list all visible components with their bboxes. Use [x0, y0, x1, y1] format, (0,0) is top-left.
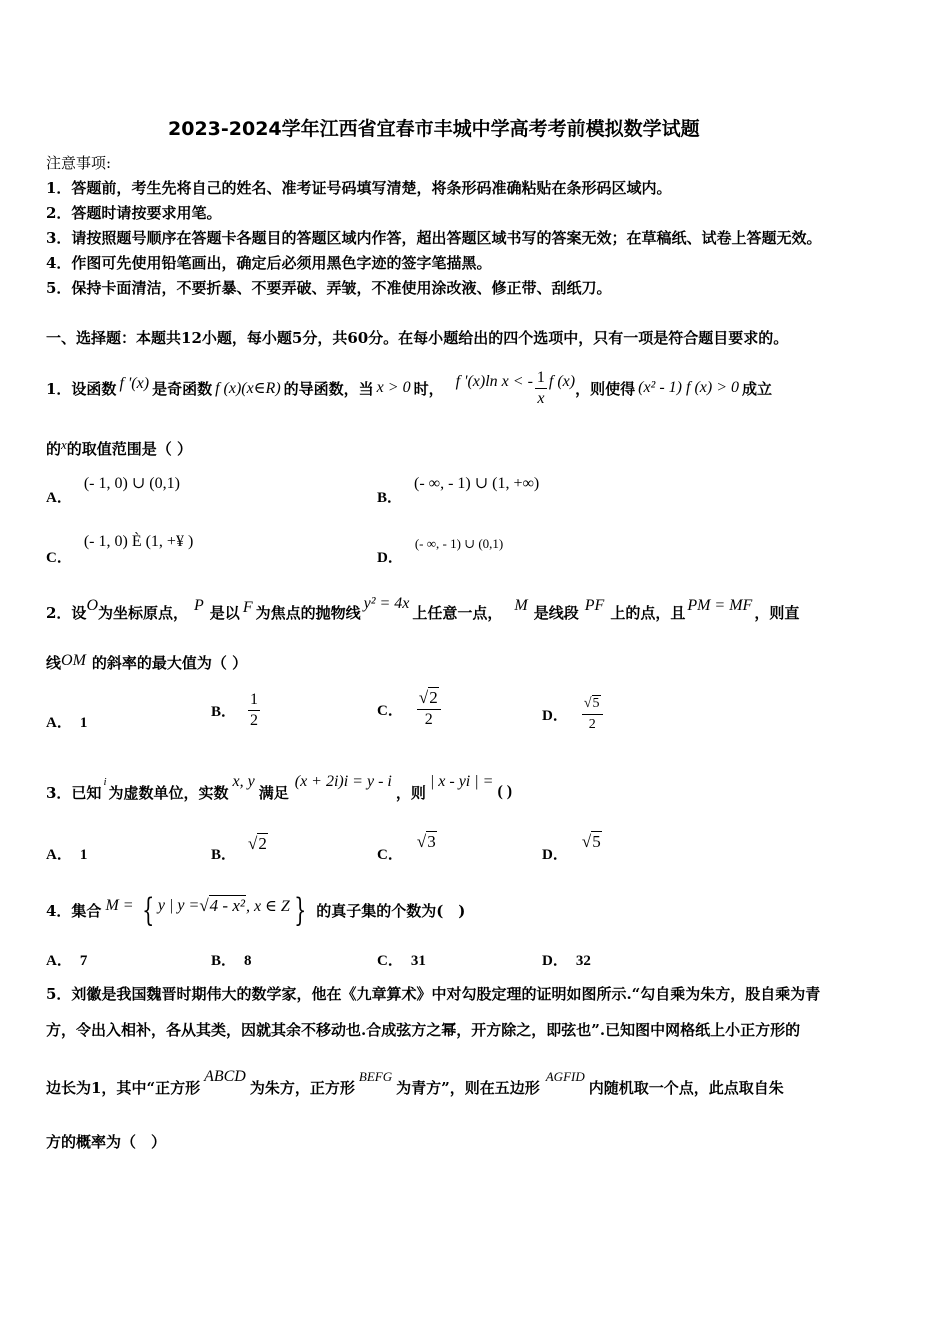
option-value: 7 [79, 953, 88, 969]
option-fraction [582, 694, 603, 735]
q1-text: 时， [413, 379, 444, 398]
q1-math: f (x)(x∈R) [215, 380, 281, 397]
option-label: B． [211, 847, 237, 863]
notice-item: 1．答题前，考生先将自己的姓名、准考证号码填写清楚，将条形码准确粘贴在条形码区域内。 [46, 179, 672, 197]
option-value: (- 1, 0) È (1, +¥ ) [83, 533, 194, 550]
option-label: C． [377, 847, 403, 863]
q5-text: 内随机取一个点，此点取自朱 [588, 1078, 784, 1097]
question-2-cont [46, 652, 247, 673]
option-label: C． [377, 702, 403, 719]
radicand: 5 [592, 696, 600, 711]
q1-text: 1．设函数 [46, 379, 117, 398]
q1-text: 是奇函数 [152, 379, 213, 398]
q1-math: x [61, 437, 67, 452]
q2-math: y² = 4x [363, 595, 410, 612]
q3-text: 满足 [258, 783, 289, 802]
q2-text: 线 [46, 654, 62, 672]
section-heading: 一、选择题：本题共12小题，每小题5分，共60分。在每小题给出的四个选项中，只有一项是符合题目要求的。 [46, 329, 789, 347]
sqrt: √2 [418, 688, 438, 707]
q4-text: 4．集合 [46, 901, 102, 920]
option-value: (- ∞, - 1) ∪ (0,1) [414, 536, 504, 551]
q1-math: f '(x)ln x < - [455, 373, 533, 390]
q2-text: 是线段 [533, 603, 579, 622]
option-label: B． [211, 953, 237, 969]
q1-text: 的导函数，当 [283, 379, 374, 398]
q4-math: M = [105, 897, 134, 914]
q5-math: BEFG [358, 1069, 393, 1084]
q5-text: 边长为1，其中“正方形 [46, 1078, 201, 1097]
option-label: B． [377, 490, 403, 506]
fraction-denominator: x [537, 389, 545, 407]
page-title: 2023-2024学年江西省宜春市丰城中学高考考前模拟数学试题 [168, 118, 700, 140]
question-1-cont [46, 438, 192, 459]
q3-math: x, y [232, 773, 255, 790]
q3-math: i [103, 776, 107, 788]
notice-heading: 注意事项: [46, 154, 112, 172]
q1-text: 成立 [742, 379, 773, 398]
q2-option-a[interactable] [46, 711, 87, 732]
q2-text: 上的点，且 [610, 603, 686, 622]
q1-math: (x² - 1) f (x) > 0 [638, 379, 739, 396]
option-label: A． [46, 490, 72, 506]
q2-text: 上任意一点， [412, 603, 503, 622]
q1-text: ，则使得 [575, 379, 636, 398]
q3-text: 为虚数单位，实数 [108, 783, 229, 802]
q3-answer-bracket: ( ) [497, 783, 513, 800]
q3-option-b[interactable] [211, 833, 268, 863]
q4-text: 的真子集的个数为( ) [316, 901, 466, 920]
q2-math: P [194, 597, 204, 614]
q2-math: PF [584, 597, 605, 614]
q3-option-a[interactable] [46, 843, 87, 864]
q4-option-a[interactable] [46, 949, 87, 970]
option-label: D． [377, 550, 403, 566]
option-label: A． [46, 847, 72, 863]
option-value: 1 [79, 847, 88, 863]
q1-fraction [535, 368, 547, 409]
q2-text: 的斜率的最大值为（ ） [91, 654, 248, 672]
option-value: (- ∞, - 1) ∪ (1, +∞) [414, 475, 540, 492]
q2-text: 是以 [209, 603, 240, 622]
q1-text: 的 [46, 440, 62, 458]
question-2 [46, 595, 800, 626]
option-value: 31 [410, 953, 426, 969]
radicand: 5 [592, 832, 601, 851]
q2-option-b[interactable] [211, 690, 260, 731]
q1-option-c[interactable] [46, 530, 194, 566]
q4-option-d[interactable] [542, 949, 591, 970]
fraction-numerator [417, 688, 441, 710]
option-value: 1 [79, 715, 88, 731]
q1-math: f '(x) [119, 375, 150, 392]
option-fraction [248, 690, 260, 731]
q4-math: , x ∈ Z [245, 898, 290, 915]
fraction-denominator: 2 [250, 712, 259, 729]
option-value: 32 [575, 953, 591, 969]
question-1 [46, 368, 772, 408]
sqrt: √2 [248, 834, 267, 853]
q4-option-b[interactable] [211, 949, 252, 970]
q5-text: 为青方”，则在五边形 [396, 1078, 540, 1097]
q1-option-b[interactable] [377, 472, 540, 506]
q3-text: ，则 [395, 783, 426, 802]
notice-item: 2．答题时请按要求用笔。 [46, 204, 222, 222]
fraction-numerator [582, 694, 603, 715]
radicand: 3 [427, 832, 436, 851]
radicand: 2 [258, 834, 267, 853]
q5-math: AGFID [545, 1069, 585, 1084]
q3-math: | x - yi | = [429, 773, 494, 790]
q2-math: OM [61, 652, 86, 669]
radicand: 4 - x² [209, 896, 245, 915]
option-label: D． [542, 953, 568, 969]
sqrt: √5 [583, 696, 600, 711]
question-3 [46, 774, 512, 810]
q2-text: ，则直 [754, 603, 800, 622]
option-value: (- 1, 0) ∪ (0,1) [83, 475, 180, 492]
option-label: C． [377, 953, 403, 969]
q2-text: 为焦点的抛物线 [255, 603, 361, 622]
fraction-denominator: 2 [588, 717, 596, 732]
q2-text: 2．设 [46, 603, 87, 622]
fraction-denominator: 2 [424, 711, 433, 728]
q2-math: O [86, 597, 98, 614]
fraction-numerator: 1 [248, 690, 260, 711]
right-brace: } [293, 891, 307, 929]
q2-option-c[interactable] [377, 688, 441, 730]
notice-item: 5．保持卡面清洁，不要折暴、不要弄破、弄皱，不准使用涂改液、修正带、刮纸刀。 [46, 279, 612, 297]
question-4 [46, 888, 465, 932]
q5-math: ABCD [204, 1068, 246, 1085]
q2-text: 为坐标原点， [98, 603, 189, 622]
q1-math: f (x) [548, 373, 576, 390]
radicand: 2 [429, 688, 438, 707]
question-5-line [46, 1070, 784, 1104]
option-label: D． [542, 847, 568, 863]
q3-option-c[interactable] [377, 831, 437, 863]
left-brace: { [141, 891, 154, 929]
option-label: B． [211, 704, 237, 720]
q2-option-d[interactable] [542, 694, 603, 735]
q2-math: F [242, 599, 253, 616]
option-label: A． [46, 953, 72, 969]
option-fraction [417, 688, 441, 730]
option-label: A． [46, 715, 72, 731]
q1-option-a[interactable] [46, 472, 180, 506]
option-label: C． [46, 550, 72, 566]
option-label: D． [542, 708, 568, 724]
notice-item: 4．作图可先使用铅笔画出，确定后必须用黑色字迹的签字笔描黑。 [46, 254, 492, 272]
q3-text: 3．已知 [46, 783, 102, 802]
q3-math: (x + 2i)i = y - i [294, 773, 392, 790]
question-5-line: 方，令出入相补，各从其类，因就其余不移动也.合成弦方之幂，开方除之，即弦也”.已知图中网格纸上小正方形的 [46, 1021, 801, 1039]
q4-option-c[interactable] [377, 949, 426, 970]
q4-math: y | y = [157, 897, 200, 914]
q3-option-d[interactable] [542, 831, 602, 863]
q2-math: M [514, 597, 528, 614]
fraction-numerator: 1 [535, 368, 547, 389]
q1-option-d[interactable] [377, 532, 504, 566]
sqrt: √4 - x² [199, 896, 245, 915]
question-5-line: 5．刘徽是我国魏晋时期伟大的数学家，他在《九章算术》中对勾股定理的证明如图所示.“勾自乘为朱方，股自乘为青 [46, 985, 821, 1003]
q1-math: x > 0 [376, 379, 411, 396]
question-5-line: 方的概率为（ ） [46, 1133, 167, 1151]
sqrt: √5 [581, 832, 601, 851]
notice-item: 3．请按照题号顺序在答题卡各题目的答题区域内作答，超出答题区域书写的答案无效；在草稿纸、试卷上答题无效。 [46, 229, 822, 247]
q2-math: PM = MF [687, 597, 753, 614]
q1-text: 的取值范围是（ ） [66, 440, 193, 458]
option-value: 8 [244, 953, 252, 969]
sqrt: √3 [416, 832, 436, 851]
q5-text: 为朱方，正方形 [249, 1078, 355, 1097]
